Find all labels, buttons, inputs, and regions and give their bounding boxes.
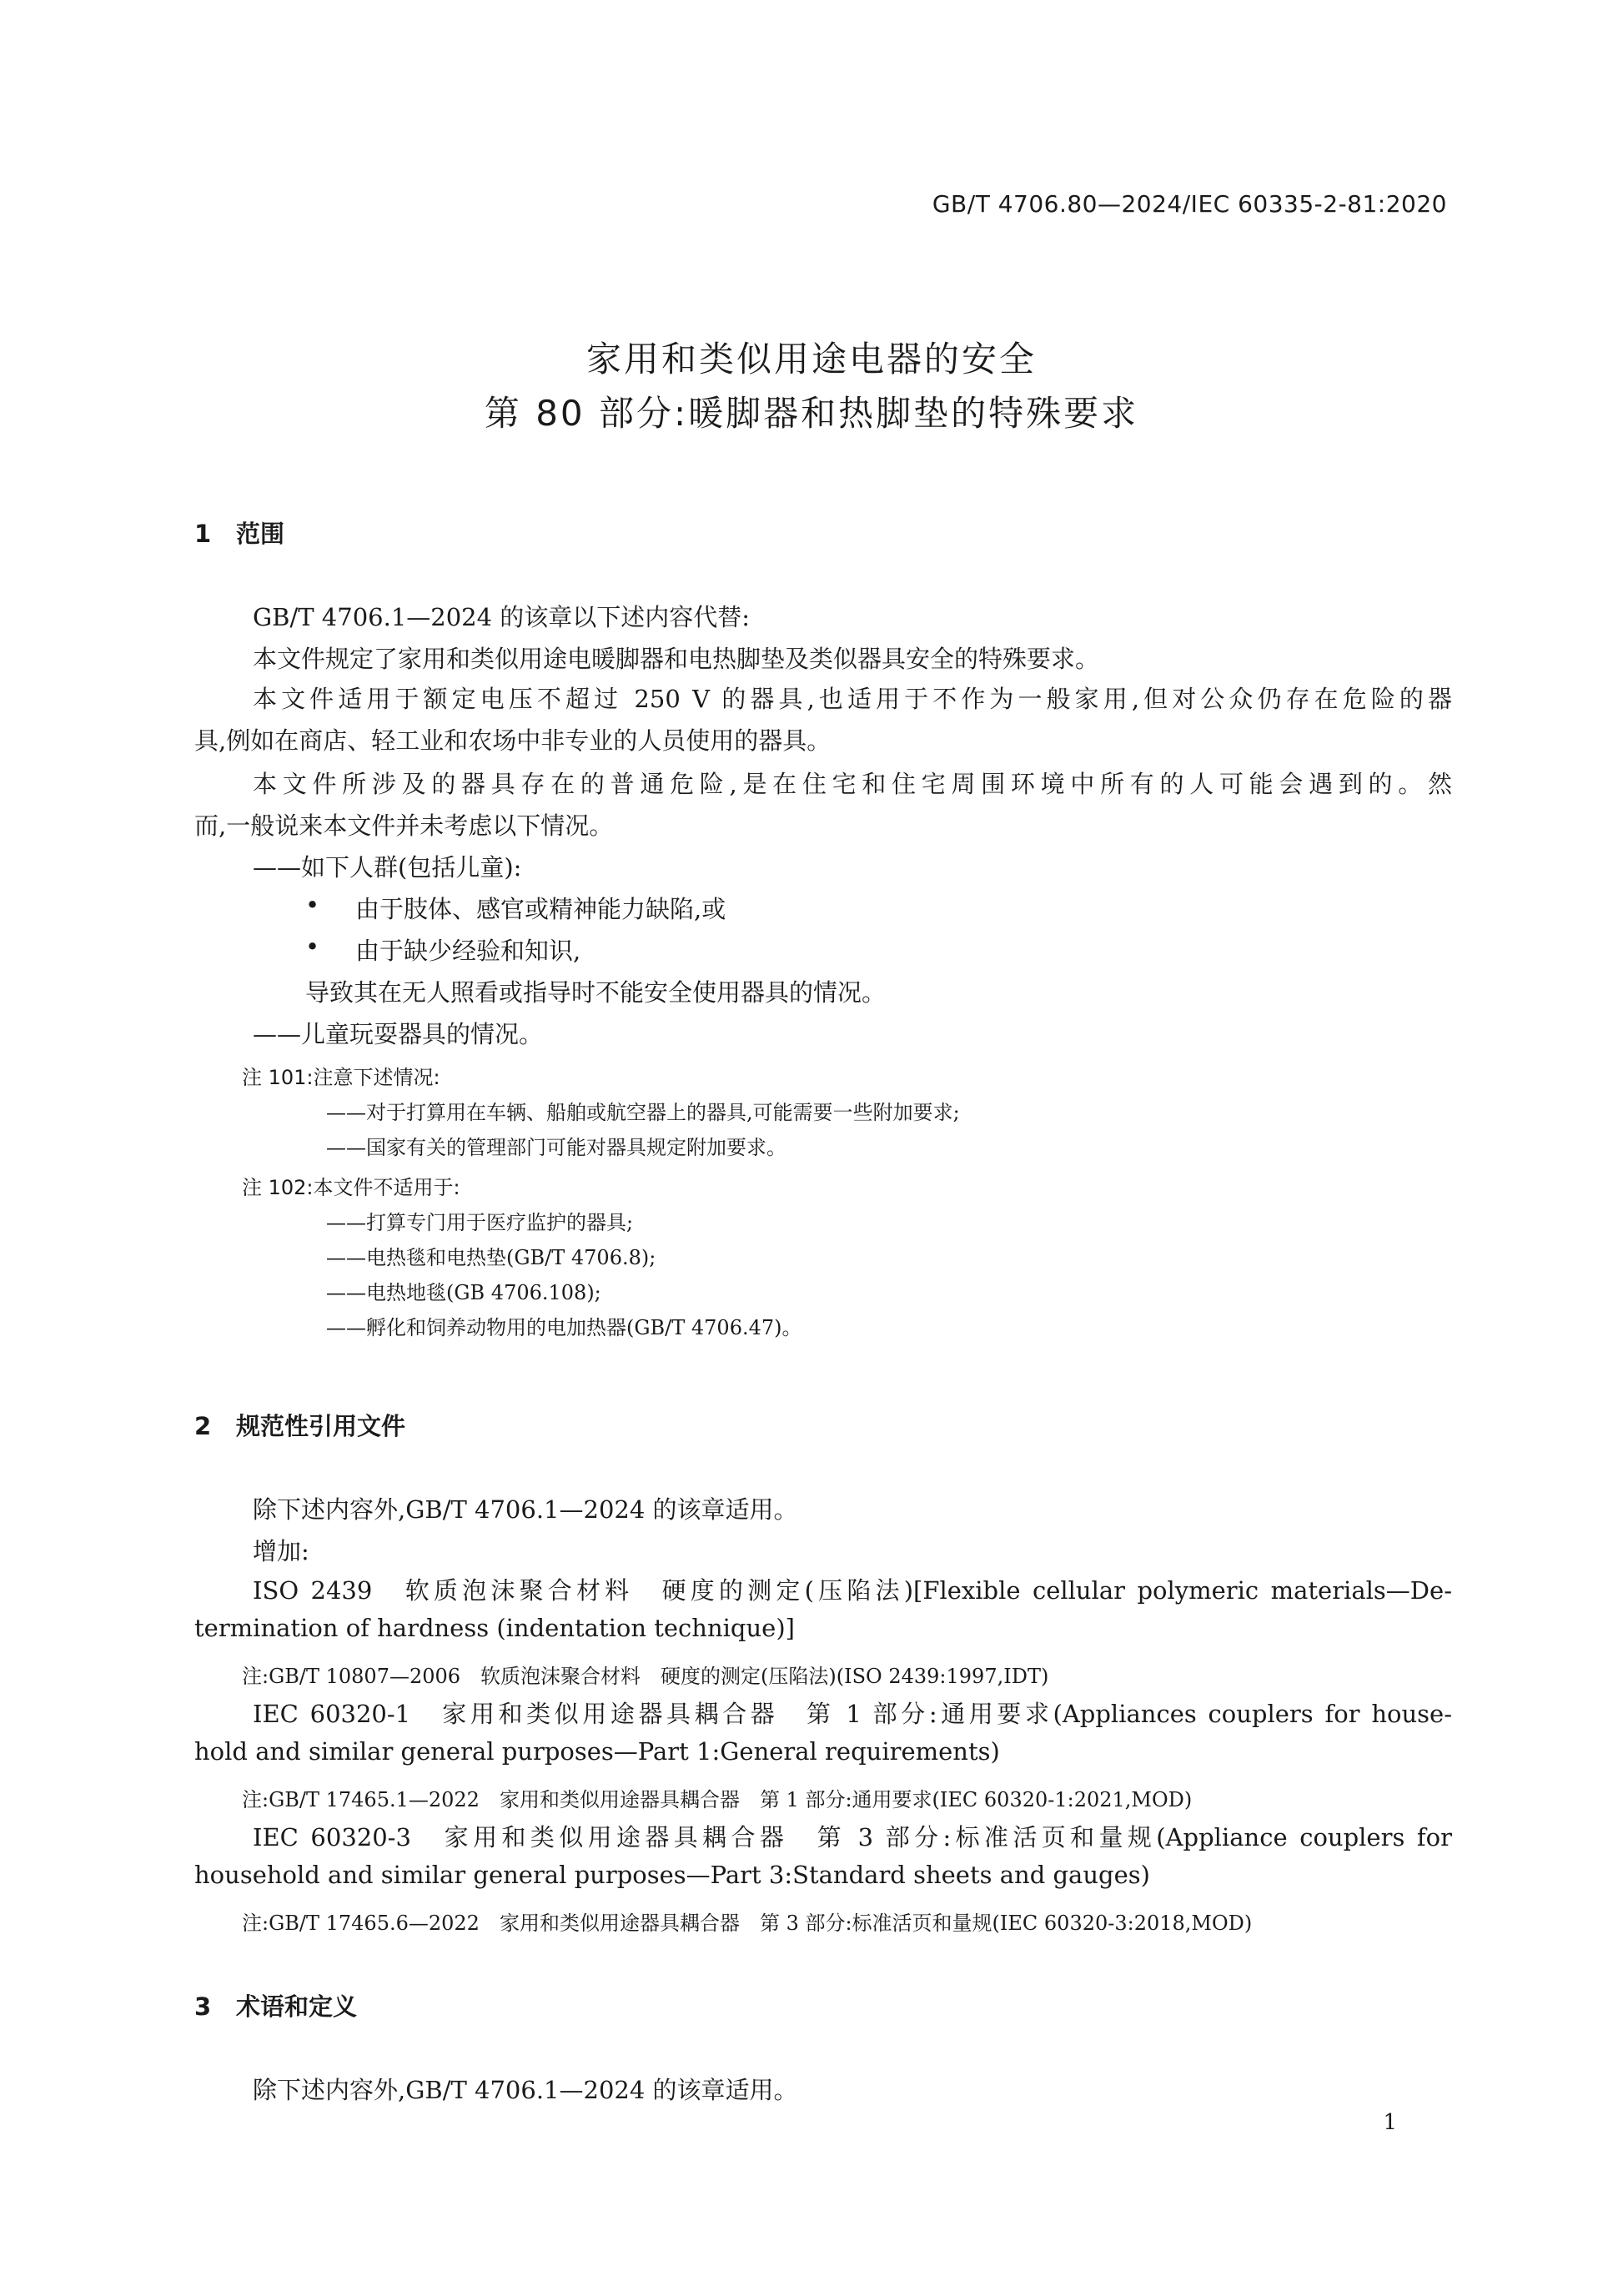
bullet-icon: •	[305, 932, 320, 961]
bullet-item: 由于缺少经验和知识,	[355, 937, 581, 965]
dash-list-item: ——儿童玩耍器具的情况。	[253, 1020, 544, 1048]
note-item: ——国家有关的管理部门可能对器具规定附加要求。	[326, 1136, 786, 1159]
page-number: 1	[1383, 2110, 1397, 2135]
note-item: ——电热毯和电热垫(GB/T 4706.8);	[326, 1246, 656, 1269]
reference-entry: ISO 2439 软质泡沫聚合材料 硬度的测定(压陷法)[Flexible cellular polymeric materials—De-	[253, 1576, 1452, 1605]
document-title-line2: 第 80 部分:暖脚器和热脚垫的特殊要求	[484, 393, 1139, 434]
note-item: ——孵化和饲养动物用的电加热器(GB/T 4706.47)。	[326, 1316, 802, 1339]
section-1-paragraph: 本文件规定了家用和类似用途电暖脚器和电热脚垫及类似器具安全的特殊要求。	[253, 645, 1100, 673]
reference-note: 注:GB/T 10807—2006 软质泡沫聚合材料 硬度的测定(压陷法)(ISO 2439:1997,IDT)	[242, 1665, 1049, 1688]
note-item: ——打算专门用于医疗监护的器具;	[326, 1211, 634, 1234]
note-102-label: 注 102:本文件不适用于:	[242, 1176, 460, 1199]
reference-entry-cont: hold and similar general purposes—Part 1:General requirements)	[194, 1737, 1000, 1766]
section-1-heading	[194, 515, 284, 550]
section-title: 规范性引用文件	[236, 1412, 406, 1440]
section-2-paragraph: 增加:	[253, 1537, 309, 1565]
document-title-line1: 家用和类似用途电器的安全	[585, 339, 1037, 379]
section-1-paragraph-cont: 具,例如在商店、轻工业和农场中非专业的人员使用的器具。	[194, 726, 832, 755]
bullet-icon: •	[305, 891, 320, 919]
section-1-paragraph: GB/T 4706.1—2024 的该章以下述内容代替:	[253, 603, 751, 631]
section-title: 术语和定义	[236, 1992, 358, 2021]
reference-entry-cont: termination of hardness (indentation technique)]	[194, 1614, 795, 1642]
reference-entry-cont: household and similar general purposes—Part 3:Standard sheets and gauges)	[194, 1861, 1150, 1889]
section-2-paragraph: 除下述内容外,GB/T 4706.1—2024 的该章适用。	[253, 1495, 798, 1524]
section-title: 范围	[236, 520, 285, 548]
note-item: ——电热地毯(GB 4706.108);	[326, 1281, 601, 1304]
reference-note: 注:GB/T 17465.1—2022 家用和类似用途器具耦合器 第 1 部分:通用要求(IEC 60320-1:2021,MOD)	[242, 1788, 1193, 1811]
section-2-heading	[194, 1408, 405, 1442]
list-continuation: 导致其在无人照看或指导时不能安全使用器具的情况。	[305, 978, 887, 1007]
bullet-item: 由于肢体、感官或精神能力缺陷,或	[355, 895, 726, 923]
dash-list-item: ——如下人群(包括儿童):	[253, 853, 522, 882]
reference-entry: IEC 60320-1 家用和类似用途器具耦合器 第 1 部分:通用要求(Appliances couplers for house-	[253, 1700, 1452, 1728]
reference-note: 注:GB/T 17465.6—2022 家用和类似用途器具耦合器 第 3 部分:标准活页和量规(IEC 60320-3:2018,MOD)	[242, 1912, 1253, 1935]
reference-entry: IEC 60320-3 家用和类似用途器具耦合器 第 3 部分:标准活页和量规(Appliance couplers for	[253, 1823, 1452, 1851]
section-number: 2	[194, 1412, 212, 1440]
section-1-paragraph: 本文件所涉及的器具存在的普通危险,是在住宅和住宅周围环境中所有的人可能会遇到的。然	[253, 770, 1452, 798]
section-3-heading	[194, 1988, 357, 2022]
section-1-paragraph: 本文件适用于额定电压不超过 250 V 的器具,也适用于不作为一般家用,但对公众仍存在危险的器	[253, 685, 1452, 713]
section-1-paragraph-cont: 而,一般说来本文件并未考虑以下情况。	[194, 811, 614, 840]
section-number: 1	[194, 520, 212, 548]
standard-code: GB/T 4706.80—2024/IEC 60335-2-81:2020	[932, 190, 1447, 218]
note-101-label: 注 101:注意下述情况:	[242, 1066, 440, 1089]
note-item: ——对于打算用在车辆、船舶或航空器上的器具,可能需要一些附加要求;	[326, 1101, 960, 1124]
section-number: 3	[194, 1992, 212, 2021]
section-3-paragraph: 除下述内容外,GB/T 4706.1—2024 的该章适用。	[253, 2076, 798, 2104]
